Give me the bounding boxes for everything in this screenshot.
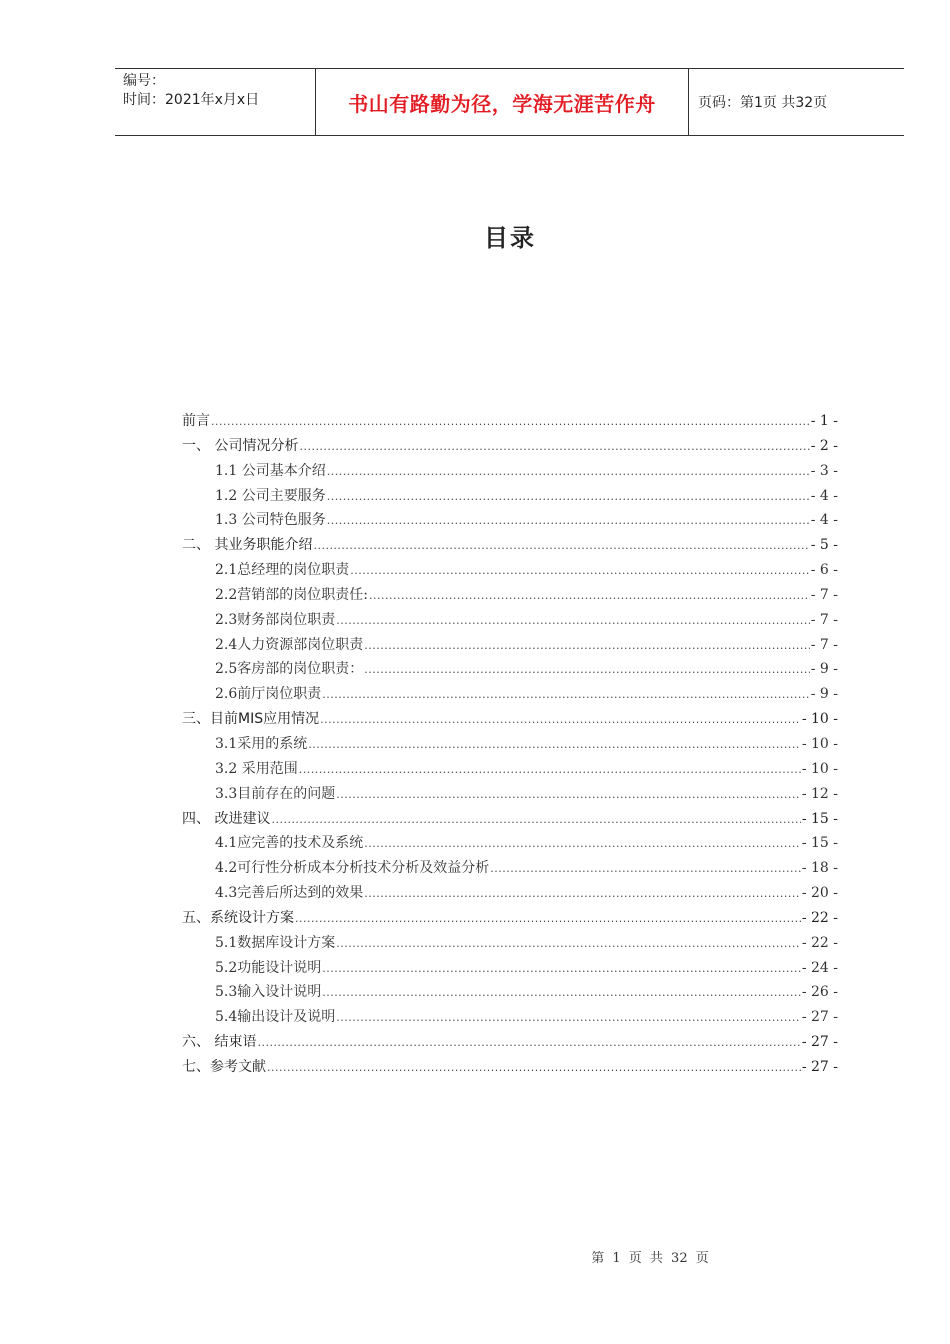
toc-entry-label: 前言 (182, 413, 210, 429)
toc-dot-leader (211, 415, 810, 428)
header-meta (115, 69, 315, 135)
toc-dot-leader (336, 614, 809, 627)
toc-dot-leader (299, 440, 809, 453)
toc-entry[interactable] (182, 534, 838, 559)
toc-entry-page: - 9 - (810, 686, 838, 703)
toc-entry-page: - 27 - (801, 1058, 838, 1075)
toc-dot-leader (322, 962, 801, 975)
toc-entry-page: - 26 - (801, 984, 838, 1001)
toc-dot-leader (299, 763, 801, 776)
toc-dot-leader (327, 514, 810, 527)
toc-dot-leader (327, 465, 810, 478)
toc-entry-page: - 4 - (810, 512, 838, 529)
toc-entry[interactable] (182, 683, 838, 708)
toc-entry-page: - 27 - (801, 1034, 838, 1051)
toc-dot-leader (369, 589, 810, 602)
toc-entry[interactable] (182, 783, 838, 808)
toc-entry[interactable] (182, 584, 838, 609)
toc-entry-page: - 20 - (801, 885, 838, 902)
toc-entry[interactable] (182, 733, 838, 758)
toc-entry-label: 四、 改进建议 (182, 810, 271, 827)
toc-entry-page: - 5 - (810, 537, 838, 554)
toc-entry-page: - 27 - (801, 1009, 838, 1026)
toc-entry-label: 2.5客房部的岗位职责： (215, 661, 364, 678)
toc-entry-label: 4.1应完善的技术及系统 (215, 835, 364, 852)
header-motto-cell (315, 69, 689, 135)
toc-entry[interactable] (182, 857, 838, 882)
toc-entry-page: - 15 - (801, 835, 838, 852)
page-footer: 第 1 页 共 32 页 (591, 1251, 709, 1266)
toc-entry-label: 五、系统设计方案 (182, 909, 294, 926)
document-title: 目录 (484, 224, 536, 252)
toc-entry[interactable] (182, 808, 838, 833)
toc-entry[interactable] (182, 410, 838, 435)
toc-entry-label: 5.1数据库设计方案 (215, 934, 336, 951)
toc-entry-label: 二、 其业务职能介绍 (182, 537, 313, 554)
toc-entry-page: - 2 - (810, 437, 838, 454)
toc-entry-label: 3.2 采用范围 (215, 760, 298, 777)
toc-entry-page: - 10 - (801, 735, 838, 752)
toc-entry-page: - 10 - (801, 760, 838, 777)
toc-entry-page: - 22 - (801, 909, 838, 926)
toc-dot-leader (364, 887, 801, 900)
toc-entry-label: 5.4输出设计及说明 (215, 1009, 336, 1026)
header-page-info: 页码：第1页 共32页 (698, 95, 828, 111)
document-time-label: 时间：2021年x月x日 (123, 92, 260, 108)
toc-dot-leader (308, 738, 801, 751)
toc-entry-label: 4.2可行性分析成本分析技术分析及效益分析 (215, 860, 490, 877)
toc-dot-leader (271, 813, 800, 826)
toc-entry-page: - 7 - (810, 636, 838, 653)
toc-entry[interactable] (182, 882, 838, 907)
toc-entry[interactable] (182, 957, 838, 982)
toc-entry-label: 2.3财务部岗位职责 (215, 611, 336, 628)
toc-dot-leader (364, 837, 801, 850)
toc-dot-leader (336, 788, 801, 801)
toc-entry[interactable] (182, 609, 838, 634)
toc-entry[interactable] (182, 708, 838, 733)
toc-entry-page: - 18 - (801, 860, 838, 877)
toc-entry[interactable] (182, 485, 838, 510)
toc-entry-page: - 10 - (801, 711, 838, 728)
toc-entry[interactable] (182, 758, 838, 783)
toc-entry-page: - 3 - (810, 462, 838, 479)
toc-entry[interactable] (182, 509, 838, 534)
toc-entry[interactable] (182, 634, 838, 659)
document-number-label: 编号： (123, 73, 165, 89)
toc-dot-leader (336, 1011, 801, 1024)
toc-entry-label: 3.1采用的系统 (215, 735, 308, 752)
toc-entry-page: - 7 - (810, 586, 838, 603)
page-header (115, 68, 904, 136)
table-of-contents (182, 410, 838, 1081)
toc-entry-label: 1.1 公司基本介绍 (215, 462, 326, 479)
header-motto: 书山有路勤为径，学海无涯苦作舟 (348, 91, 656, 116)
toc-dot-leader (490, 862, 801, 875)
toc-entry[interactable] (182, 981, 838, 1006)
toc-entry-label: 七、参考文献 (182, 1058, 266, 1075)
toc-entry-page: - 4 - (810, 487, 838, 504)
toc-entry[interactable] (182, 658, 838, 683)
toc-entry-page: - 1 - (810, 413, 838, 429)
toc-entry[interactable] (182, 832, 838, 857)
toc-entry-label: 3.3目前存在的问题 (215, 785, 336, 802)
toc-entry-label: 一、 公司情况分析 (182, 437, 299, 454)
toc-entry[interactable] (182, 1031, 838, 1056)
toc-entry-label: 2.2营销部的岗位职责任: (215, 586, 368, 603)
toc-entry-page: - 12 - (801, 785, 838, 802)
toc-entry-label: 5.3输入设计说明 (215, 984, 322, 1001)
toc-dot-leader (322, 986, 801, 999)
toc-dot-leader (267, 1061, 801, 1074)
toc-entry-label: 六、 结束语 (182, 1034, 257, 1051)
toc-entry[interactable] (182, 460, 838, 485)
toc-entry-label: 2.4人力资源部岗位职责 (215, 636, 364, 653)
toc-entry-label: 2.1总经理的岗位职责 (215, 562, 350, 579)
toc-entry-label: 1.3 公司特色服务 (215, 512, 326, 529)
toc-entry[interactable] (182, 907, 838, 932)
toc-dot-leader (364, 663, 809, 676)
toc-dot-leader (257, 1036, 800, 1049)
toc-dot-leader (364, 639, 809, 652)
toc-dot-leader (295, 912, 801, 925)
toc-entry-label: 4.3完善后所达到的效果 (215, 885, 364, 902)
toc-entry[interactable] (182, 932, 838, 957)
toc-entry[interactable] (182, 559, 838, 584)
toc-entry-page: - 15 - (801, 810, 838, 827)
toc-entry-label: 2.6前厅岗位职责 (215, 686, 322, 703)
toc-dot-leader (313, 539, 809, 552)
toc-entry[interactable] (182, 1056, 838, 1081)
toc-dot-leader (320, 713, 801, 726)
toc-entry-page: - 9 - (810, 661, 838, 678)
toc-entry-page: - 24 - (801, 959, 838, 976)
toc-entry[interactable] (182, 435, 838, 460)
toc-dot-leader (336, 937, 801, 950)
toc-entry-page: - 22 - (801, 934, 838, 951)
toc-entry-label: 5.2功能设计说明 (215, 959, 322, 976)
toc-entry[interactable] (182, 1006, 838, 1031)
toc-entry-label: 三、目前MIS应用情况 (182, 711, 320, 728)
toc-entry-page: - 6 - (810, 562, 838, 579)
toc-dot-leader (322, 688, 809, 701)
toc-dot-leader (327, 490, 810, 503)
toc-entry-page: - 7 - (810, 611, 838, 628)
toc-dot-leader (350, 564, 809, 577)
toc-entry-label: 1.2 公司主要服务 (215, 487, 326, 504)
